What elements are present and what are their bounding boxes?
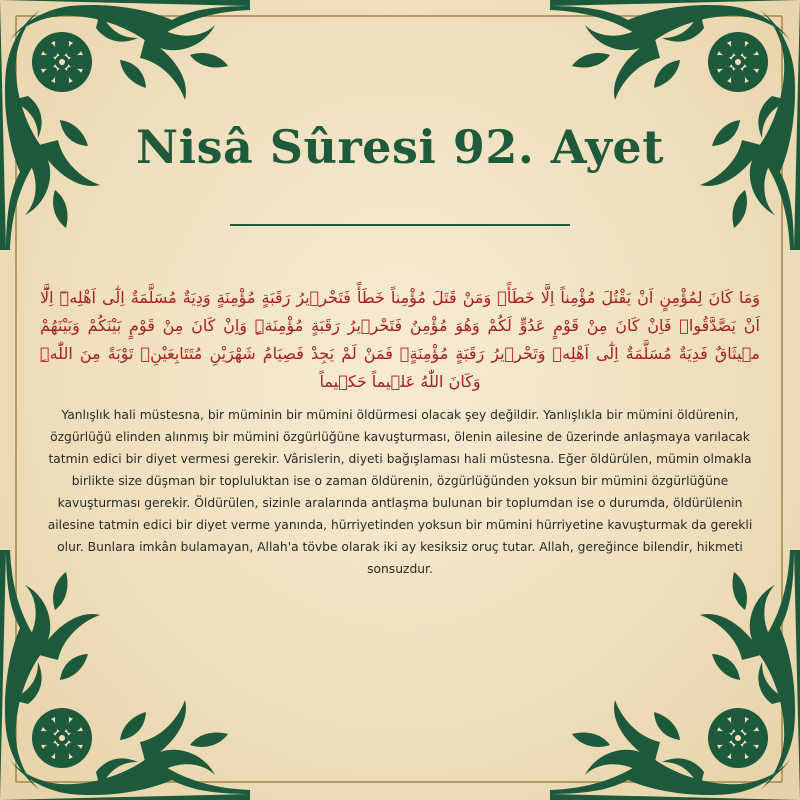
title-divider (230, 224, 570, 226)
turkish-translation-text: Yanlışlık hali müstesna, bir müminin bir mümini öldürmesi olacak şey değildir. Yanlışlıkla bir mümini öldürenin, özgürlüğü elinden alınmış bir mümini özgürlüğüne kavuşturması, ölenin ailesine de üzerinde anlaşmaya varılacak tatmin edici bir diyet vermesi gerekir. Vârislerin, diyeti bağışlaması hali müstesna. Eğer öldürülen, mümin olmakla birlikte size düşman bir topluluktan ise o zaman öldürenin, özgürlüğünden yoksun bir mümini özgürlüğüne kavuşturması gerekir. Öldürülen, sizinle aralarında antlaşma bulunan bir toplumdan ise o durumda, öldürülenin ailesine tatmin edici bir diyet verme yanında, hürriyetinden yoksun bir mümini hürriyetine kavuşturmak da gerekli olur. Bunlara imkân bulamayan, Allah'a tövbe olarak iki ay kesiksiz oruç tutar. Allah, gereğince bilendir, hikmeti sonsuzdur. (47, 408, 753, 576)
page-title: Nisâ Sûresi 92. Ayet (136, 120, 664, 174)
arabic-verse-text: وَمَا كَانَ لِمُؤْمِنٍ اَنْ يَقْتُلَ مُؤْمِناً اِلَّا خَطَأًۚ وَمَنْ قَتَلَ مُؤْمِناً خَطَأً فَتَحْر۪يرُ رَقَبَةٍ مُؤْمِنَةٍ وَدِيَةٌ مُسَلَّمَةٌ اِلٰٓى اَهْلِه۪ٓ اِلَّٓا اَنْ يَصَّدَّقُواۜ فَاِنْ كَانَ مِنْ قَوْمٍ عَدُوٍّ لَكُمْ وَهُوَ مُؤْمِنٌ فَتَحْر۪يرُ رَقَبَةٍ مُؤْمِنَةٍۜ وَاِنْ كَانَ مِنْ قَوْمٍ بَيْنَكُمْ وَبَيْنَهُمْ م۪يثَاقٌ فَدِيَةٌ مُسَلَّمَةٌ اِلٰٓى اَهْلِه۪ وَتَحْر۪يرُ رَقَبَةٍ مُؤْمِنَةٍۚ فَمَنْ لَمْ يَجِدْ فَصِيَامُ شَهْرَيْنِ مُتَتَابِعَيْنِۘ تَوْبَةً مِنَ اللّٰهِۜ وَكَانَ اللّٰهُ عَل۪يماً حَك۪يماً (40, 288, 760, 391)
floral-corner-ornament-icon (0, 550, 250, 800)
floral-corner-ornament-icon (550, 550, 800, 800)
